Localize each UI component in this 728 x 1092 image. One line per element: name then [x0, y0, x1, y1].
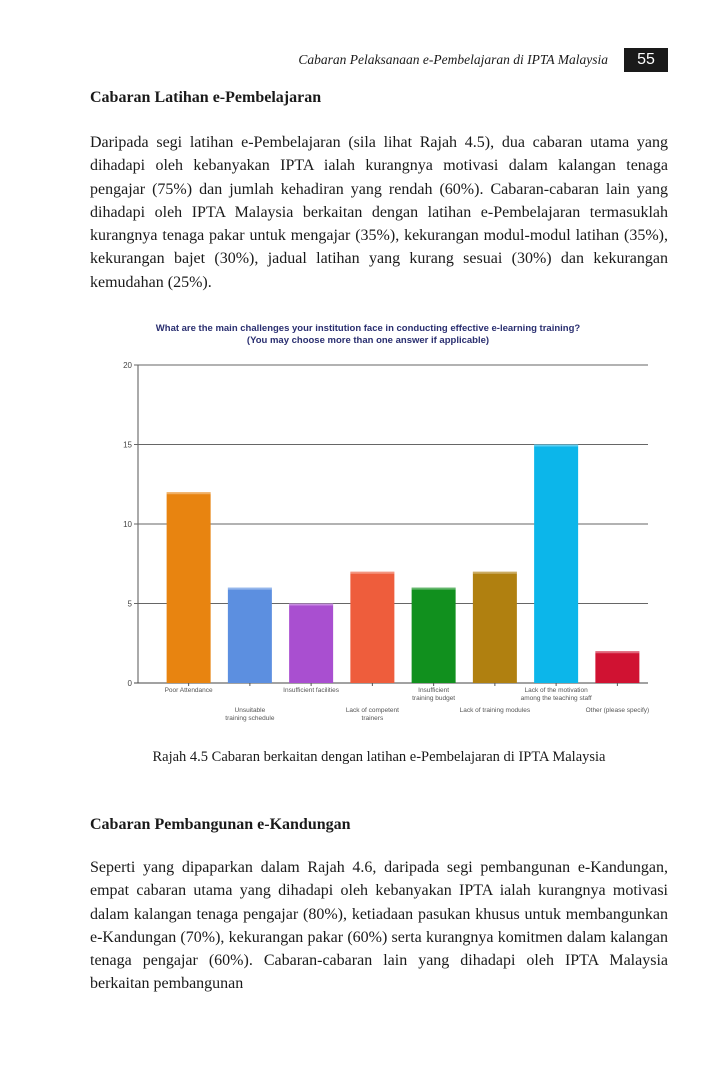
bar — [167, 492, 211, 683]
chart-subtitle: (You may choose more than one answer if applicable) — [246, 335, 490, 346]
y-tick-label: 5 — [127, 599, 132, 609]
x-tick-label: Insufficient facilities — [283, 687, 340, 694]
x-tick-label: Poor Attendance — [164, 687, 213, 694]
running-header-title: Cabaran Pelaksanaan e-Pembelajaran di IPTA Malaysia — [298, 52, 608, 67]
x-tick-label: Lack of the motivation — [524, 687, 588, 694]
x-tick-label: trainers — [361, 715, 384, 722]
bar-chart — [108, 316, 658, 728]
x-tick-label: Insufficient — [418, 687, 450, 694]
bar — [595, 651, 639, 683]
x-tick-label: Unsuitable — [234, 707, 266, 714]
y-tick-label: 20 — [123, 361, 132, 370]
figure-4-5 — [108, 316, 658, 728]
x-tick-label: Lack of training modules — [459, 707, 531, 714]
x-tick-label: Other (please specify) — [585, 707, 650, 714]
y-tick-label: 0 — [127, 679, 132, 688]
chart-title: What are the main challenges your institution face in conducting effective e-learning training? — [155, 323, 581, 334]
running-header — [90, 48, 668, 74]
y-tick-label: 15 — [123, 440, 132, 450]
bar — [473, 572, 517, 683]
x-tick-label: training budget — [412, 695, 456, 702]
bar — [228, 588, 272, 683]
x-tick-label: Lack of competent — [345, 707, 399, 714]
page-number: 55 — [624, 48, 668, 72]
x-tick-label: among the teaching staff — [520, 695, 592, 702]
x-tick-label: training schedule — [225, 715, 275, 722]
bar — [350, 572, 394, 683]
figure-caption: Rajah 4.5 Cabaran berkaitan dengan latihan e-Pembelajaran di IPTA Malaysia — [152, 749, 606, 765]
paragraph-content: Seperti yang dipaparkan dalam Rajah 4.6, daripada segi pembangunan e-Kandungan, empat cabaran utama yang dihadapi oleh kebanyakan IPTA ialah kurangnya motivasi dalam kalangan tenaga pengajar (80%), ketiadaan pasukan khusus untuk membangunkan e-Kandungan (70%), kekurangan pakar (60%) serta kurangnya komitmen dalam kalangan tenaga pengajar (60%). Cabaran-cabaran lain yang dihadapi oleh IPTA Malaysia berkaitan pembangunan — [90, 859, 668, 993]
bar — [412, 588, 456, 683]
section-heading-training: Cabaran Latihan e-Pembelajaran — [90, 89, 322, 106]
y-tick-label: 10 — [123, 520, 132, 529]
paragraph-training: Daripada segi latihan e-Pembelajaran (sila lihat Rajah 4.5), dua cabaran utama yang dihadapi oleh kebanyakan IPTA ialah kurangnya motivasi dalam kalangan tenaga pengajar (75%) dan jumlah kehadiran yang rendah (60%). Cabaran-cabaran lain yang dihadapi oleh IPTA Malaysia berkaitan dengan latihan e-Pembelajaran termasuklah kurangnya tenaga pakar untuk mengajar (35%), kekurangan modul-modul latihan (35%), kekurangan bajet (30%), jadual latihan yang kurang sesuai (30%) dan kekurangan kemudahan (25%). — [90, 134, 668, 291]
bar — [289, 604, 333, 684]
section-heading-content: Cabaran Pembangunan e-Kandungan — [90, 816, 351, 833]
bar — [534, 445, 578, 684]
